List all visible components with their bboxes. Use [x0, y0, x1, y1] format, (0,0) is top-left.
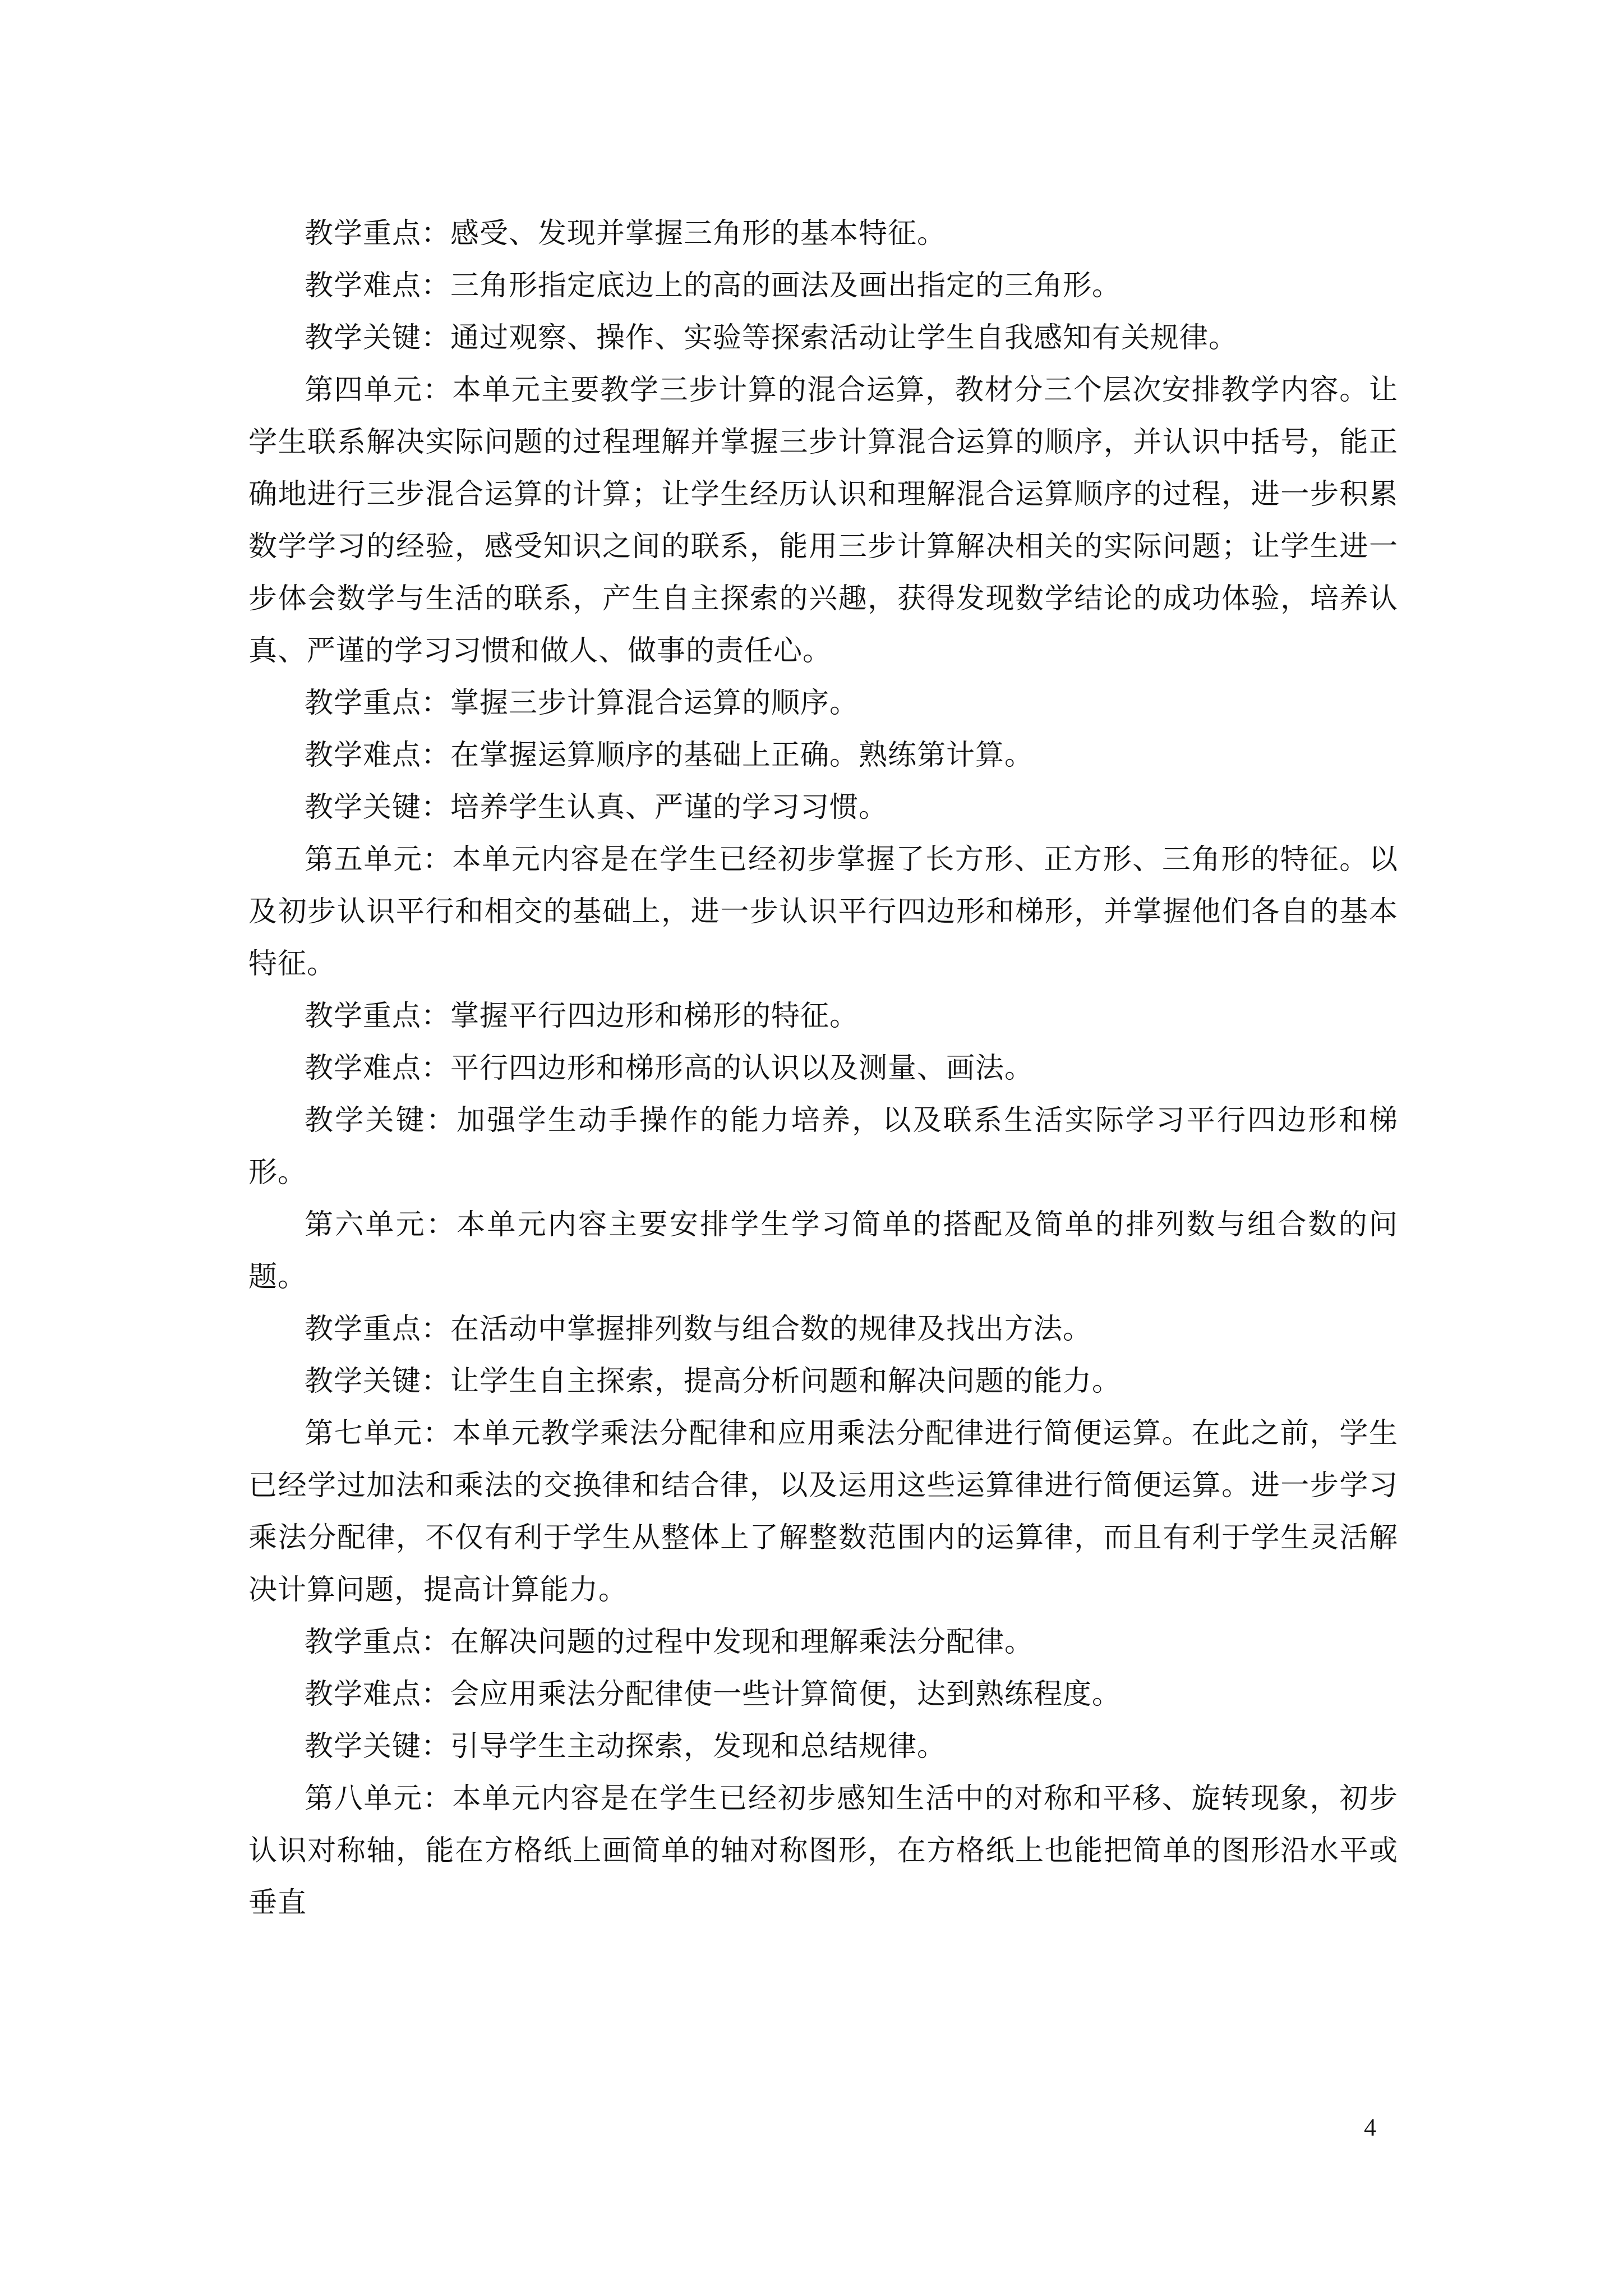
paragraph-key-point: 教学重点：在解决问题的过程中发现和理解乘法分配律。	[305, 1626, 1034, 1659]
paragraph-key-point: 教学重点：掌握平行四边形和梯形的特征。	[305, 1000, 859, 1033]
paragraph-key-focus: 教学关键：通过观察、操作、实验等探索活动让学生自我感知有关规律。	[305, 321, 1238, 355]
paragraph-key-focus: 教学关键：让学生自主探索，提高分析问题和解决问题的能力。	[305, 1365, 1122, 1398]
paragraph-difficulty: 教学难点：三角形指定底边上的高的画法及画出指定的三角形。	[305, 269, 1122, 302]
paragraph-unit-4: 第四单元：本单元主要教学三步计算的混合运算，教材分三个层次安排教学内容。让学生联系解决实际问题的过程理解并掌握三步计算混合运算的顺序，并认识中括号，能正确地进行三步混合运算的计算；让学生经历认识和理解混合运算顺序的过程，进一步积累数学学习的经验，感受知识之间的联系，能用三步计算解决相关的实际问题；让学生进一步体会数学与生活的联系，产生自主探索的兴趣，获得发现数学结论的成功体验，培养认真、严谨的学习习惯和做人、做事的责任心。	[248, 374, 1398, 668]
paragraph-unit-5: 第五单元：本单元内容是在学生已经初步掌握了长方形、正方形、三角形的特征。以及初步认识平行和相交的基础上，进一步认识平行四边形和梯形，并掌握他们各自的基本特征。	[248, 843, 1398, 981]
paragraph-unit-6: 第六单元：本单元内容主要安排学生学习简单的搭配及简单的排列数与组合数的问题。	[248, 1208, 1398, 1294]
paragraph-key-focus: 教学关键：培养学生认真、严谨的学习习惯。	[305, 791, 888, 824]
paragraph-difficulty: 教学难点：平行四边形和梯形高的认识以及测量、画法。	[305, 1052, 1034, 1085]
paragraph-key-focus: 教学关键：引导学生主动探索，发现和总结规律。	[305, 1730, 947, 1763]
paragraph-unit-8: 第八单元：本单元内容是在学生已经初步感知生活中的对称和平移、旋转现象，初步认识对称轴，能在方格纸上画简单的轴对称图形，在方格纸上也能把简单的图形沿水平或垂直	[248, 1782, 1398, 1920]
paragraph-key-focus: 教学关键：加强学生动手操作的能力培养，以及联系生活实际学习平行四边形和梯形。	[248, 1104, 1398, 1189]
page-number: 4	[1364, 2114, 1376, 2141]
paragraph-difficulty: 教学难点：会应用乘法分配律使一些计算简便，达到熟练程度。	[305, 1678, 1122, 1711]
paragraph-difficulty: 教学难点：在掌握运算顺序的基础上正确。熟练第计算。	[305, 739, 1034, 772]
paragraph-key-point: 教学重点：掌握三步计算混合运算的顺序。	[305, 687, 859, 720]
body-text	[248, 208, 1398, 1929]
paragraph-key-point: 教学重点：在活动中掌握排列数与组合数的规律及找出方法。	[305, 1313, 1092, 1346]
paragraph-unit-7: 第七单元：本单元教学乘法分配律和应用乘法分配律进行简便运算。在此之前，学生已经学过加法和乘法的交换律和结合律，以及运用这些运算律进行简便运算。进一步学习乘法分配律，不仅有利于学生从整体上了解整数范围内的运算律，而且有利于学生灵活解决计算问题，提高计算能力。	[248, 1417, 1398, 1607]
paragraph-key-point: 教学重点：感受、发现并掌握三角形的基本特征。	[305, 217, 947, 250]
